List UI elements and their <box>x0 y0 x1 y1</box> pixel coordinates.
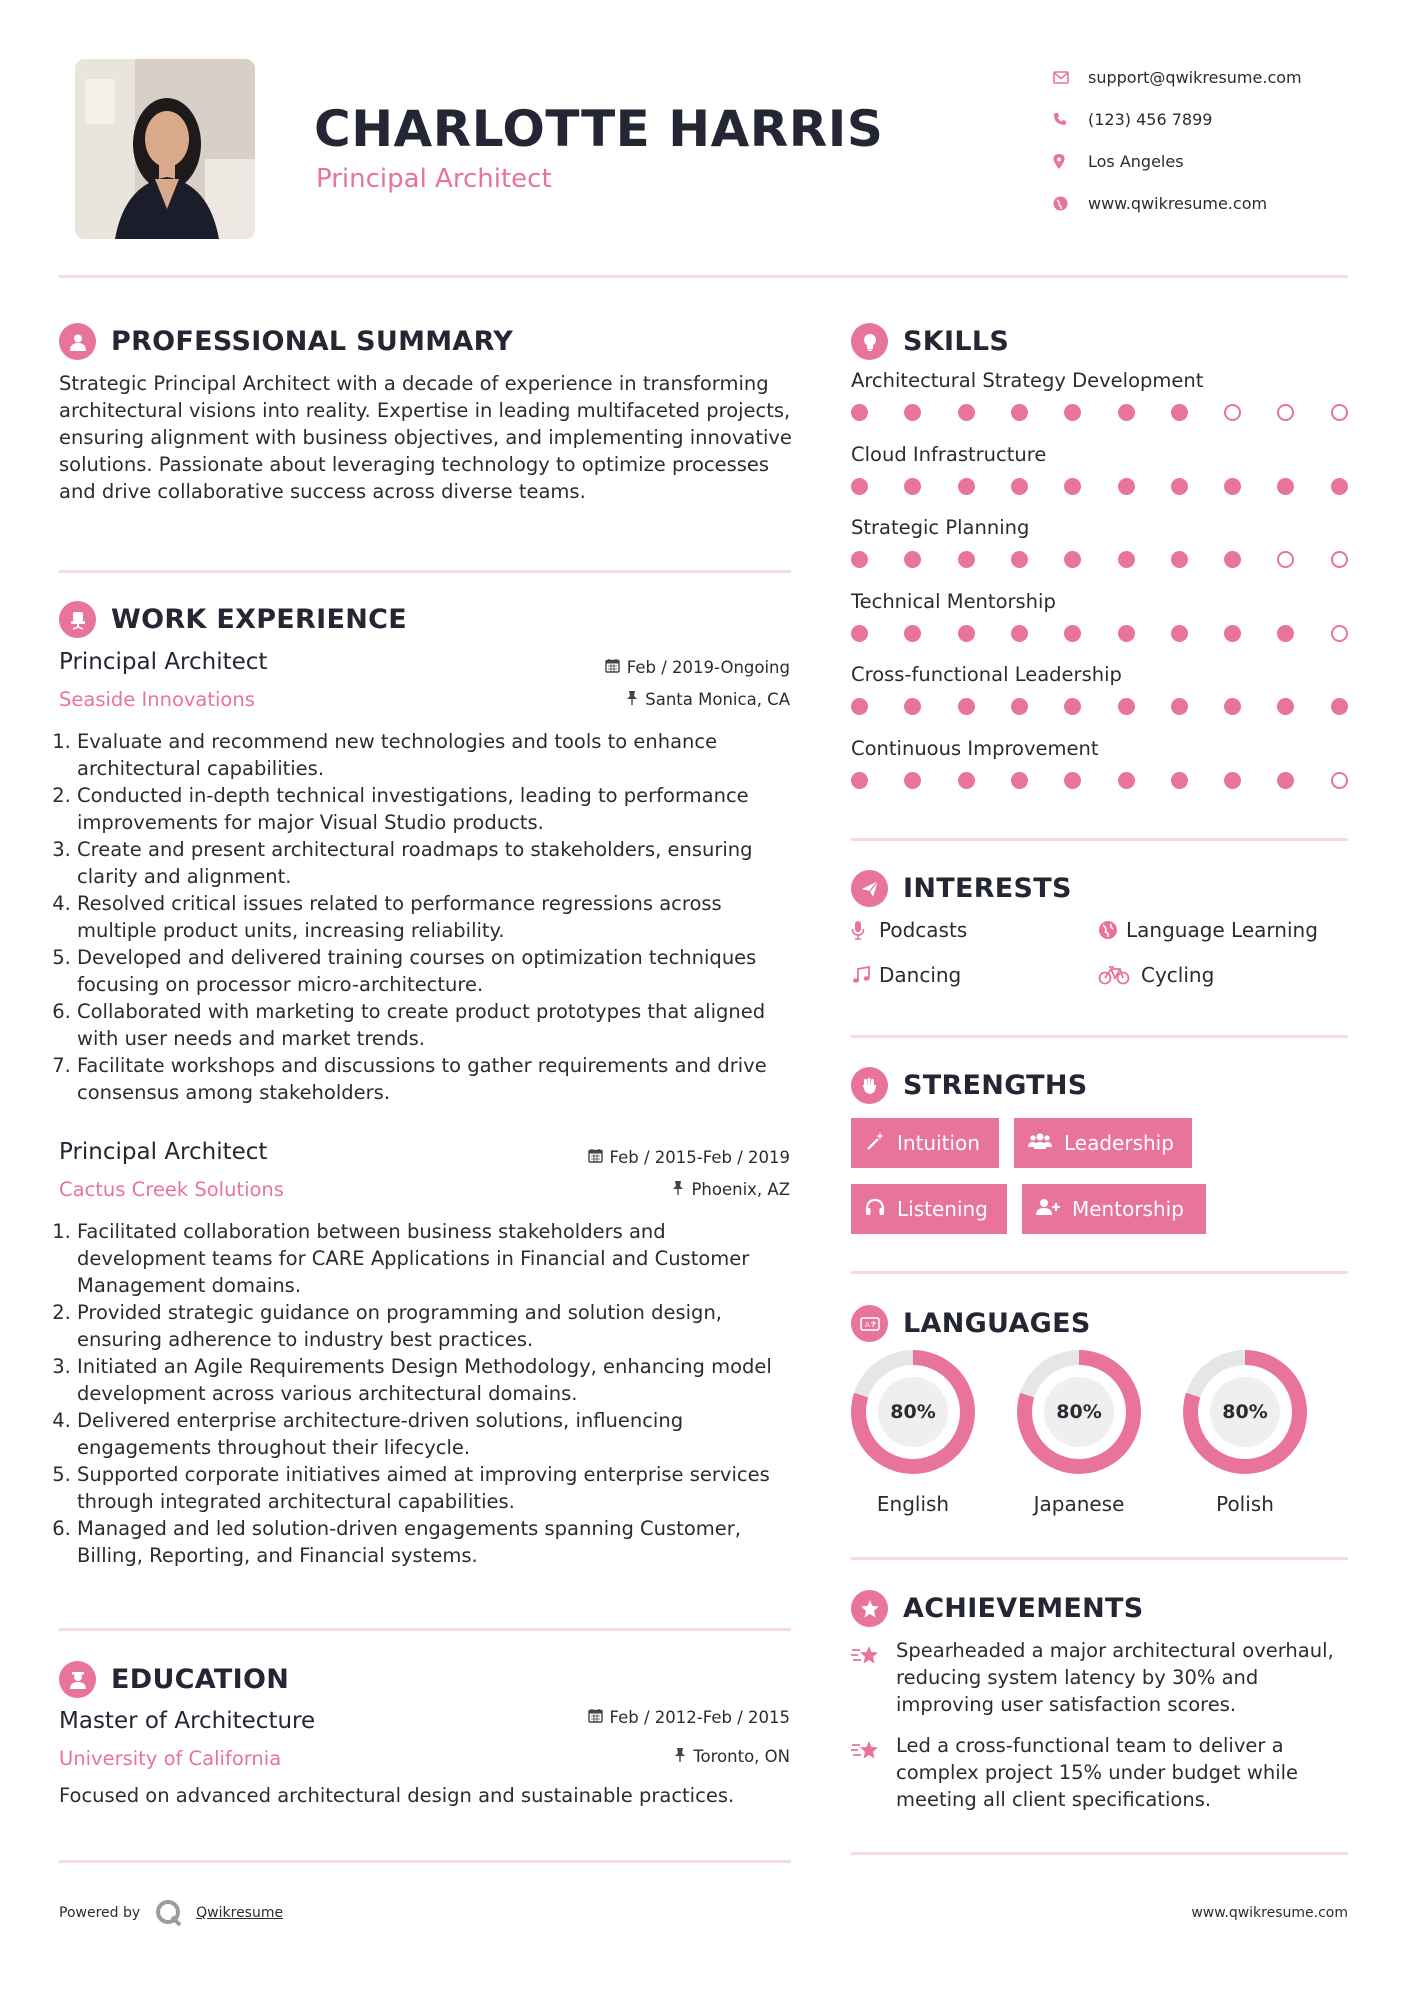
rating-dot-filled <box>904 478 921 495</box>
list-item: 2. Provided strategic guidance on programming and solution design, ensuring adherence to industry best practices. <box>77 1299 794 1353</box>
rating-dot-filled <box>1011 551 1028 568</box>
language-item <box>1017 1350 1141 1516</box>
strengths-title: STRENGTHS <box>903 1070 1088 1101</box>
interest-dancing <box>851 963 961 987</box>
user-icon <box>59 323 96 360</box>
rating-dot-filled <box>1224 551 1241 568</box>
achievement-text: Led a cross-functional team to deliver a complex project 15% under budget while meeting all client specifications. <box>896 1734 1299 1811</box>
rating-dot-filled <box>1171 625 1188 642</box>
calendar-icon <box>588 1148 610 1167</box>
candidate-role: Principal Architect <box>316 164 552 194</box>
job-1-location-text: Santa Monica, CA <box>645 690 790 709</box>
rating-dot-filled <box>1011 404 1028 421</box>
rating-dot-filled <box>958 551 975 568</box>
skill-name: Architectural Strategy Development <box>851 369 1204 392</box>
map-pin-icon <box>1050 154 1088 169</box>
language-progress-ring <box>851 1350 975 1474</box>
rating-dot-empty <box>1277 404 1294 421</box>
strength-intuition <box>851 1118 999 1168</box>
job-1-location <box>626 690 790 709</box>
rating-dot-filled <box>1277 698 1294 715</box>
education-heading <box>59 1661 289 1698</box>
pushpin-icon <box>674 1747 693 1766</box>
language-item <box>1183 1350 1307 1516</box>
rating-dot-filled <box>1118 772 1135 789</box>
envelope-icon <box>1050 71 1088 84</box>
list-item: 4. Resolved critical issues related to performance regressions across multiple product units, increasing reliability. <box>77 890 794 944</box>
chair-icon <box>59 601 96 638</box>
rating-dot-filled <box>1118 551 1135 568</box>
rating-dot-filled <box>1331 478 1348 495</box>
rating-dot-filled <box>1011 772 1028 789</box>
job-1-company: Seaside Innovations <box>59 688 255 711</box>
lightbulb-icon <box>851 323 888 360</box>
rating-dot-filled <box>1011 478 1028 495</box>
list-item: 4. Delivered enterprise architecture-driven solutions, influencing engagements throughout their lifecycle. <box>77 1407 794 1461</box>
experience-divider <box>59 1628 791 1631</box>
rating-dot-filled <box>851 625 868 642</box>
skill-rating <box>851 475 1351 499</box>
interest-cycling <box>1098 963 1214 987</box>
skill-name: Cross-functional Leadership <box>851 663 1122 686</box>
contact-list <box>1050 56 1370 224</box>
interest-podcasts <box>851 918 967 942</box>
skill-rating <box>851 769 1351 793</box>
achievement-item <box>851 1637 1351 1718</box>
list-item: 2. Conducted in-depth technical investigations, leading to performance improvements for major Visual Studio products. <box>77 782 794 836</box>
fist-icon <box>851 1067 888 1104</box>
interest-label: Dancing <box>879 963 962 987</box>
music-note-icon <box>851 965 879 985</box>
phone-icon <box>1050 112 1088 126</box>
rating-dot-filled <box>904 772 921 789</box>
rating-dot-filled <box>1224 625 1241 642</box>
list-item: 6. Managed and led solution-driven engagements spanning Customer, Billing, Reporting, and Financial systems. <box>77 1515 794 1569</box>
language-percent: 80% <box>1044 1377 1114 1447</box>
strength-label: Listening <box>897 1197 988 1221</box>
skill-item <box>851 369 1351 425</box>
skills-heading <box>851 323 1009 360</box>
job-2-dates <box>588 1148 790 1167</box>
rating-dot-filled <box>851 698 868 715</box>
bicycle-icon <box>1098 965 1141 985</box>
skill-item <box>851 737 1351 793</box>
education-dates <box>588 1708 790 1727</box>
rating-dot-filled <box>904 698 921 715</box>
contact-phone[interactable] <box>1050 98 1370 140</box>
candidate-name: CHARLOTTE HARRIS <box>314 100 884 158</box>
calendar-icon <box>588 1708 610 1727</box>
rating-dot-filled <box>1118 625 1135 642</box>
education-divider <box>59 1860 791 1863</box>
rating-dot-filled <box>1277 772 1294 789</box>
rating-dot-filled <box>1224 698 1241 715</box>
languages-title: LANGUAGES <box>903 1308 1091 1339</box>
education-degree: Master of Architecture <box>59 1708 316 1734</box>
education-school: University of California <box>59 1747 282 1770</box>
rating-dot-filled <box>958 404 975 421</box>
profile-photo <box>75 59 255 239</box>
achievements-heading <box>851 1590 1144 1627</box>
phone-text: (123) 456 7899 <box>1088 109 1213 129</box>
rating-dot-empty <box>1331 551 1348 568</box>
interests-heading <box>851 870 1072 907</box>
language-item <box>851 1350 975 1516</box>
shooting-star-icon <box>851 1637 896 1718</box>
summary-heading <box>59 323 513 360</box>
rating-dot-filled <box>1064 698 1081 715</box>
skill-name: Continuous Improvement <box>851 736 1099 760</box>
language-name: Japanese <box>1033 1492 1125 1516</box>
contact-email[interactable] <box>1050 56 1370 98</box>
language-progress-ring <box>1183 1350 1307 1474</box>
summary-title: PROFESSIONAL SUMMARY <box>111 326 514 357</box>
rating-dot-empty <box>1331 625 1348 642</box>
graduate-icon <box>59 1661 96 1698</box>
interests-divider <box>851 1035 1348 1038</box>
strength-label: Leadership <box>1064 1131 1174 1155</box>
skill-item <box>851 590 1351 646</box>
job-2-location <box>672 1180 790 1199</box>
interest-language-learning <box>1098 918 1318 942</box>
job-1-duties <box>59 728 794 1106</box>
strength-label: Mentorship <box>1072 1197 1184 1221</box>
qwikresume-link[interactable]: Qwikresume <box>196 1905 284 1921</box>
rating-dot-filled <box>904 551 921 568</box>
qwikresume-logo-icon <box>154 1898 184 1928</box>
rating-dot-filled <box>1064 478 1081 495</box>
language-percent: 80% <box>878 1377 948 1447</box>
rating-dot-filled <box>1171 478 1188 495</box>
strength-listening <box>851 1184 1007 1234</box>
rating-dot-filled <box>1224 772 1241 789</box>
achievements-title: ACHIEVEMENTS <box>903 1593 1144 1624</box>
rating-dot-filled <box>904 625 921 642</box>
skill-rating <box>851 695 1351 719</box>
list-item: 5. Developed and delivered training courses on optimization techniques focusing on processor micro-architecture. <box>77 944 794 998</box>
skills-divider <box>851 838 1348 841</box>
skill-name: Technical Mentorship <box>851 589 1056 613</box>
education-location-text: Toronto, ON <box>693 1747 790 1766</box>
pushpin-icon <box>672 1180 691 1199</box>
list-item: 5. Supported corporate initiatives aimed at improving enterprise services through integrated architectural capabilities. <box>77 1461 794 1515</box>
rating-dot-filled <box>1118 404 1135 421</box>
rating-dot-empty <box>1224 404 1241 421</box>
interest-label: Cycling <box>1141 963 1215 987</box>
list-item: 1. Evaluate and recommend new technologies and tools to enhance architectural capabilities. <box>77 728 794 782</box>
strength-leadership <box>1014 1118 1192 1168</box>
job-2-location-text: Phoenix, AZ <box>691 1180 790 1199</box>
education-title: EDUCATION <box>111 1664 290 1695</box>
skill-name: Strategic Planning <box>851 516 1030 539</box>
languages-divider <box>851 1557 1348 1560</box>
rating-dot-filled <box>1171 772 1188 789</box>
rating-dot-filled <box>851 772 868 789</box>
headphones-icon <box>865 1197 897 1221</box>
skill-name: Cloud Infrastructure <box>851 442 1047 466</box>
education-dates-text: Feb / 2012-Feb / 2015 <box>609 1708 790 1727</box>
email-text: support@qwikresume.com <box>1088 67 1302 87</box>
language-icon <box>851 1305 888 1342</box>
achievement-text: Spearheaded a major architectural overhaul, reducing system latency by 30% and improving user satisfaction scores. <box>896 1639 1334 1716</box>
list-item: 7. Facilitate workshops and discussions to gather requirements and drive consensus among stakeholders. <box>77 1052 794 1106</box>
skill-item <box>851 443 1351 499</box>
language-name: English <box>876 1492 950 1516</box>
rating-dot-empty <box>1277 551 1294 568</box>
paper-plane-icon <box>851 870 888 907</box>
experience-title: WORK EXPERIENCE <box>111 604 407 635</box>
rating-dot-filled <box>1118 698 1135 715</box>
rating-dot-filled <box>1064 772 1081 789</box>
rating-dot-filled <box>1224 478 1241 495</box>
job-1-dates-text: Feb / 2019-Ongoing <box>626 658 790 677</box>
summary-text: Strategic Principal Architect with a decade of experience in transforming architectural visions into reality. Expertise in leading multifaceted projects, ensuring alignment with business objectives, and implementing innovative solutions. Passionate about leveraging technology to optimize processes and drive collaborative success across diverse teams. <box>59 372 792 503</box>
job-2-duties <box>59 1218 794 1569</box>
location-text: Los Angeles <box>1088 151 1184 171</box>
powered-by-label: Powered by <box>59 1905 141 1921</box>
rating-dot-filled <box>1011 698 1028 715</box>
rating-dot-filled <box>1171 551 1188 568</box>
footer-powered-by <box>59 1898 283 1928</box>
interests-title: INTERESTS <box>903 873 1072 904</box>
rating-dot-filled <box>1011 625 1028 642</box>
footer-website[interactable]: www.qwikresume.com <box>1191 1905 1348 1921</box>
job-2-title: Principal Architect <box>59 1139 268 1165</box>
strengths-heading <box>851 1067 1088 1104</box>
shooting-star-icon <box>851 1732 896 1813</box>
strengths-divider <box>851 1271 1348 1274</box>
rating-dot-filled <box>1064 404 1081 421</box>
achievement-item <box>851 1732 1351 1813</box>
rating-dot-filled <box>1171 698 1188 715</box>
rating-dot-filled <box>1064 551 1081 568</box>
interest-label: Podcasts <box>879 918 968 942</box>
job-2-dates-text: Feb / 2015-Feb / 2019 <box>609 1148 790 1167</box>
education-description: Focused on advanced architectural design and sustainable practices. <box>59 1784 735 1807</box>
achievements-divider <box>851 1852 1348 1855</box>
rating-dot-filled <box>958 698 975 715</box>
website-text: www.qwikresume.com <box>1088 193 1268 213</box>
globe-icon <box>1098 920 1126 940</box>
rating-dot-filled <box>1277 478 1294 495</box>
job-1-dates <box>605 658 790 677</box>
list-item: 6. Collaborated with marketing to create product prototypes that aligned with user needs and market trends. <box>77 998 794 1052</box>
rating-dot-filled <box>1171 404 1188 421</box>
microphone-icon <box>851 920 879 940</box>
strength-label: Intuition <box>897 1131 980 1155</box>
contact-website[interactable] <box>1050 182 1370 224</box>
rating-dot-filled <box>958 772 975 789</box>
globe-icon <box>1050 196 1088 211</box>
rating-dot-filled <box>851 551 868 568</box>
rating-dot-filled <box>851 404 868 421</box>
pushpin-icon <box>626 690 645 709</box>
job-1-title: Principal Architect <box>59 649 268 675</box>
skills-title: SKILLS <box>903 326 1010 357</box>
education-location <box>674 1747 790 1766</box>
skill-rating <box>851 401 1351 425</box>
rating-dot-filled <box>851 478 868 495</box>
rating-dot-filled <box>904 404 921 421</box>
job-2-company: Cactus Creek Solutions <box>59 1178 284 1201</box>
rating-dot-filled <box>958 625 975 642</box>
skill-item <box>851 663 1351 719</box>
skill-rating <box>851 622 1351 646</box>
rating-dot-empty <box>1331 404 1348 421</box>
skill-rating <box>851 548 1351 572</box>
contact-location <box>1050 140 1370 182</box>
experience-heading <box>59 601 407 638</box>
language-name: Polish <box>1216 1492 1274 1516</box>
language-progress-ring <box>1017 1350 1141 1474</box>
languages-heading <box>851 1305 1091 1342</box>
users-icon <box>1028 1131 1064 1155</box>
rating-dot-filled <box>1118 478 1135 495</box>
list-item: 3. Create and present architectural roadmaps to stakeholders, ensuring clarity and alignment. <box>77 836 794 890</box>
svg-text:A: A <box>864 1320 870 1329</box>
magic-wand-icon <box>865 1131 897 1156</box>
list-item: 1. Facilitated collaboration between business stakeholders and development teams for CARE Applications in Financial and Customer Management domains. <box>77 1218 794 1299</box>
summary-divider <box>59 570 791 573</box>
user-plus-icon <box>1036 1197 1072 1221</box>
rating-dot-filled <box>1277 625 1294 642</box>
interest-label: Language Learning <box>1126 918 1318 942</box>
skill-item <box>851 516 1351 572</box>
language-percent: 80% <box>1210 1377 1280 1447</box>
header-divider <box>59 275 1348 278</box>
rating-dot-filled <box>1064 625 1081 642</box>
calendar-icon <box>605 658 627 677</box>
rating-dot-empty <box>1331 772 1348 789</box>
star-badge-icon <box>851 1590 888 1627</box>
strength-mentorship <box>1022 1184 1206 1234</box>
rating-dot-filled <box>1331 698 1348 715</box>
rating-dot-filled <box>958 478 975 495</box>
list-item: 3. Initiated an Agile Requirements Design Methodology, enhancing model development across various architectural domains. <box>77 1353 794 1407</box>
